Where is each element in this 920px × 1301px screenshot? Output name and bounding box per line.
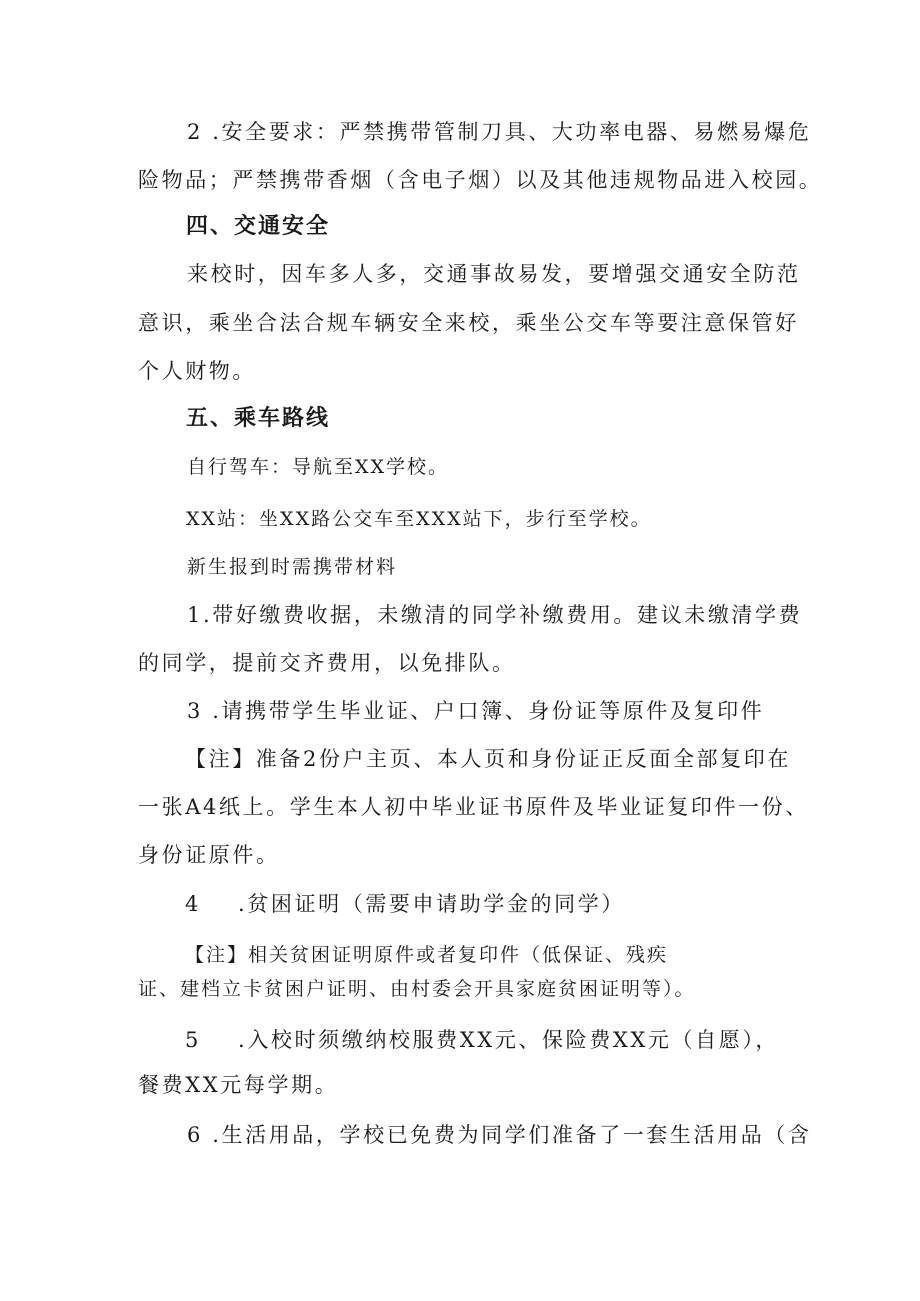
traffic-para-line1: 来校时，因车多人多，交通事故易发，要增强交通安全防范 xyxy=(187,262,801,286)
item1-line1: 1.带好缴费收据，未缴清的同学补缴费用。建议未缴清学费 xyxy=(187,603,803,627)
item5-line1: 5 .入校时须缴纳校服费XX元、保险费XX元（自愿）， xyxy=(185,1028,780,1052)
route-heading: 五、乘车路线 xyxy=(186,406,331,431)
traffic-para-line3: 个人财物。 xyxy=(138,359,256,383)
item5-line2: 餐费XX元每学期。 xyxy=(138,1073,339,1097)
item1-line2: 的同学，提前交齐费用，以免排队。 xyxy=(138,651,516,675)
materials-title: 新生报到时需携带材料 xyxy=(187,556,398,578)
item6-line1: 6 .生活用品，学校已免费为同学们准备了一套生活用品（含 xyxy=(187,1123,812,1147)
item3: 3 .请携带学生毕业证、户口簿、身份证等原件及复印件 xyxy=(187,699,765,723)
note3-line1: 【注】准备2份户主页、本人页和身份证正反面全部复印在 xyxy=(185,747,791,771)
route-drive: 自行驾车：导航至XX学校。 xyxy=(187,456,450,478)
item4: 4 .贫困证明（需要申请助学金的同学） xyxy=(185,892,625,916)
item2-line1: 2 .安全要求：严禁携带管制刀具、大功率电器、易燃易爆危 xyxy=(187,120,812,144)
traffic-heading: 四、交通安全 xyxy=(186,214,331,239)
note3-line3: 身份证原件。 xyxy=(138,843,280,867)
route-bus: XX站：坐XX路公交车至XXX站下，步行至学校。 xyxy=(186,508,652,530)
item2-line2: 险物品；严禁携带香烟（含电子烟）以及其他违规物品进入校园。 xyxy=(138,168,823,192)
note4-line2: 证、建档立卡贫困户证明、由村委会开具家庭贫困证明等）。 xyxy=(138,978,696,1000)
note3-line2: 一张A4纸上。学生本人初中毕业证书原件及毕业证复印件一份、 xyxy=(138,795,809,819)
note4-line1: 【注】相关贫困证明原件或者复印件（低保证、残疾 xyxy=(185,944,669,966)
traffic-para-line2: 意识，乘坐合法合规车辆安全来校，乘坐公交车等要注意保管好 xyxy=(138,311,799,335)
